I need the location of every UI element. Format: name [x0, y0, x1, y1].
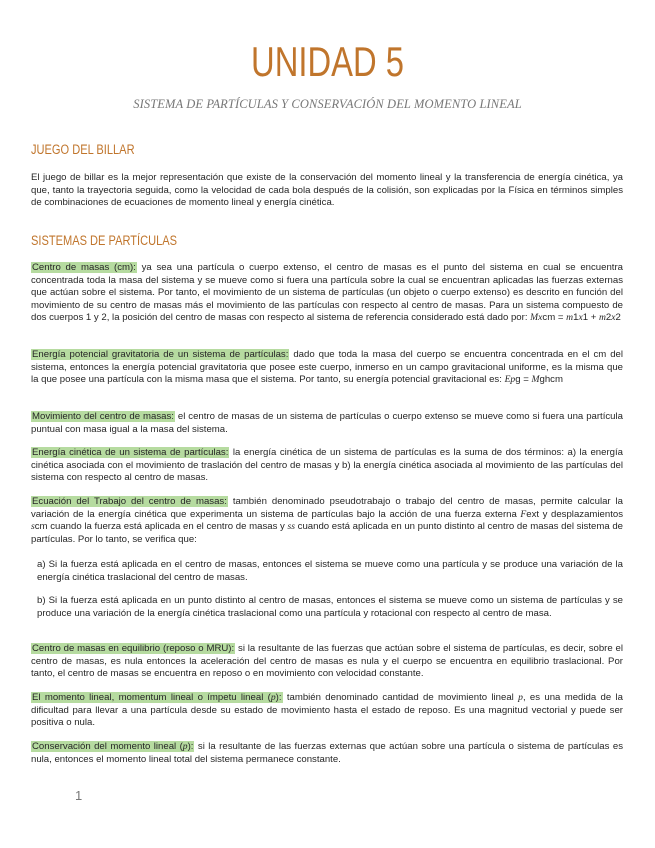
formula-part: m: [566, 312, 574, 324]
text-part: cm cuando la fuerza está aplicada en el centro de masas y: [34, 521, 288, 533]
symbol-p: p: [182, 741, 188, 752]
formula-part: ghcm: [539, 374, 563, 386]
term-part: El momento lineal, momentum lineal o ímpetu lineal (: [32, 692, 271, 703]
symbol-ss: ss: [287, 521, 295, 533]
formula-part: 2: [605, 312, 612, 324]
symbol-p: p: [270, 692, 276, 703]
paragraph-equilibrio: [31, 643, 623, 681]
paragraph-billar: El juego de billar es la mejor representación que existe de la conservación del momento lineal y la transferencia de energía cinética, ya que, tanto la trayectoria seguida, como la velocidad de cada bola después de la colisión, son explicadas por la Física en términos simples de combinaciones de ecuaciones de momento lineal y energía cinética.: [31, 172, 623, 209]
highlight-term-momento-lineal: [31, 692, 283, 703]
unit-title: UNIDAD 5: [251, 38, 404, 85]
symbol-s: s: [31, 521, 35, 533]
page-number: 1: [75, 788, 83, 803]
highlight-term-movimiento-cm: Movimiento del centro de masas:: [32, 411, 174, 422]
highlight-term-equilibrio: Centro de masas en equilibrio (reposo o MRU):: [32, 643, 235, 654]
text-part: , es una medida de la dificultad para llevar a una partícula desde su estado de movimiento hasta el estado de reposo. Es una magnitud vectorial y puede ser positiva o nula.: [31, 692, 623, 729]
paragraph-centro-de-masas: [31, 262, 623, 325]
formula-part: x: [611, 312, 616, 324]
highlight-term-centro-de-masas: Centro de masas (cm):: [32, 262, 136, 273]
formula-part: m: [598, 312, 606, 324]
term-part: ):: [275, 692, 282, 703]
formula-part: 2: [615, 312, 621, 324]
symbol-f: F: [520, 508, 527, 520]
formula-part: x: [578, 312, 583, 324]
formula-part: cm =: [542, 312, 567, 324]
text-energia-cinetica: la energía cinética de un sistema de partículas es la suma de dos términos: a) la energía cinética asociada con el movimiento de traslación del centro de masas y b) la energía cinética asociada al movimiento de las partículas del sistema con respecto al centro de masas.: [31, 447, 623, 484]
paragraph-momento-lineal: [31, 692, 623, 730]
heading-sistemas-de-particulas: SISTEMAS DE PARTÍCULAS: [31, 233, 177, 248]
formula-part: 1: [573, 312, 579, 324]
text-part: también denominado pseudotrabajo o trabajo del centro de masas, permite calcular la variación de la energía cinética que experimenta un sistema de partículas bajo la acción de una fuerza externa: [31, 496, 623, 520]
paragraph-movimiento-cm: [31, 411, 623, 436]
term-part: ):: [187, 741, 194, 752]
text-part: cuando está aplicada en un punto distinto al centro de masas del sistema de partículas. Por lo tanto, se verifica que:: [31, 521, 624, 545]
text-part: también denominado cantidad de movimiento lineal: [282, 692, 519, 703]
paragraph-conservacion: [31, 741, 623, 766]
list-item-a: a) Si la fuerza está aplicada en el centro de masas, entonces el sistema se mueve como una partícula y se produce una variación de la energía cinética traslacional del centro de masas.: [37, 559, 623, 583]
paragraph-ecuacion-trabajo: [31, 496, 623, 546]
text-energia-potencial: dado que toda la masa del cuerpo se encuentra concentrada en el cm del sistema, entonces la energía potencial gravitatoria que posee este cuerpo, inmerso en un campo gravitacional uniforme, es la misma que la que posee una partícula con la misma masa que el sistema. Por tanto, su energía potencial gravitacional es:: [31, 349, 623, 386]
paragraph-energia-cinetica: [31, 447, 623, 485]
text-equilibrio: si la resultante de las fuerzas que actúan sobre el sistema de partículas, es decir, sobre el centro de masas, es nula entonces la aceleración del centro de masas es nula y el cuerpo se encuentra en equilibrio traslacional. Por tanto, el centro de masas se encuentra en reposo o en movimiento con velocidad constante.: [31, 643, 624, 680]
symbol-p: p: [518, 692, 523, 703]
unit-subtitle: SISTEMA DE PARTÍCULAS Y CONSERVACIÓN DEL MOMENTO LINEAL: [133, 97, 522, 111]
formula-part: M: [531, 374, 540, 386]
formula-part: g =: [515, 374, 532, 386]
formula-part: Ep: [504, 374, 516, 386]
highlight-term-energia-cinetica: Energía cinética de un sistema de partículas:: [32, 447, 229, 458]
text-centro-de-masas: ya sea una partícula o cuerpo extenso, el centro de masas es el punto del sistema en cual se encuentra concentrada toda la masa del sistema y se mueve como si fuera una partícula sobre la cual se encuentran aplicadas las fuerzas externas que actúan sobre el sistema. Por tanto, el movimiento de un sistema de partículas (un objeto o cuerpo extenso) es descrito en función del movimiento de su centro de masas más el movimiento de las partículas con respecto al centro de masas. Para un sistema compuesto de dos cuerpos 1 y 2, la posición del centro de masas con respecto al sistema de referencia considerado está dado por:: [31, 262, 623, 324]
term-part: Conservación del momento lineal (: [32, 741, 183, 752]
highlight-term-conservacion: [31, 741, 194, 752]
paragraph-energia-potencial: [31, 349, 623, 387]
formula-part: Mx: [530, 312, 543, 324]
formula-part: 1 +: [582, 312, 599, 324]
heading-juego-del-billar: JUEGO DEL BILLAR: [31, 142, 135, 157]
text-movimiento-cm: el centro de masas de un sistema de partículas o cuerpo extenso se mueve como si fuera una partícula puntual con masa igual a la masa del sistema.: [31, 411, 623, 435]
text-conservacion: si la resultante de las fuerzas externas que actúan sobre una partícula o sistema de partículas es nula, entonces el momento lineal total del sistema permanece constante.: [31, 741, 623, 765]
list-item-b: b) Si la fuerza está aplicada en un punto distinto al centro de masas, entonces el sistema se mueve como un sistema de partículas y se produce una variación de la energía cinética traslacional como una partícula y rotacional con respecto al centro de masa.: [37, 595, 623, 619]
text-part: ext y desplazamientos: [526, 508, 624, 520]
highlight-term-ecuacion-trabajo: Ecuación del Trabajo del centro de masas:: [32, 496, 227, 507]
highlight-term-energia-potencial: Energía potencial gravitatoria de un sistema de partículas:: [32, 349, 289, 360]
